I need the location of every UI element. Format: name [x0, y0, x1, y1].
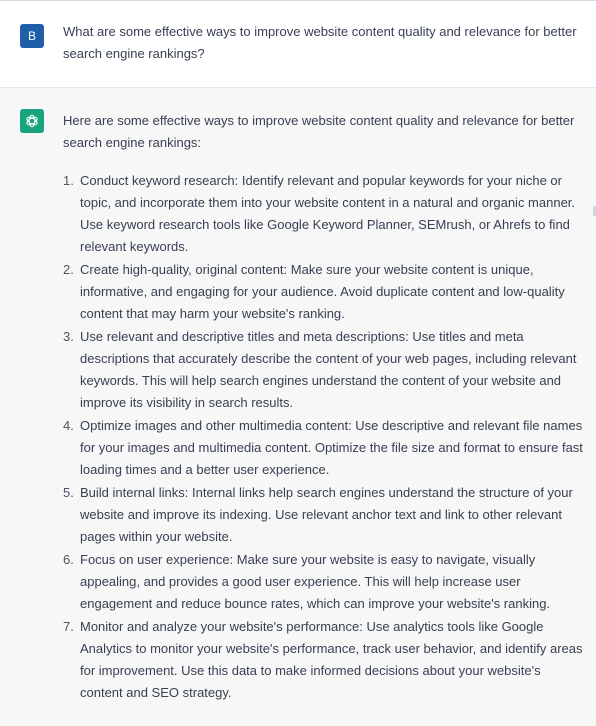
list-item-text: Monitor and analyze your website's performance: Use analytics tools like Google Analytics to monitor your website's performance, track user behavior, and identify areas for improvement. Use this data to make informed decisions about your website's content and SEO strategy.: [80, 619, 583, 700]
assistant-intro: Here are some effective ways to improve website content quality and relevance for better search engine rankings:: [63, 113, 575, 150]
openai-logo-icon: [20, 109, 44, 133]
list-item-number: 4.: [63, 418, 74, 433]
list-item-text: Conduct keyword research: Identify relevant and popular keywords for your niche or topic, and incorporate them into your website content in a natural and organic manner. Use keyword research tools like Google Keyword Planner, SEMrush, or Ahrefs to find relevant keywords.: [80, 173, 576, 254]
user-message: [0, 1, 596, 88]
list-item-text: Use relevant and descriptive titles and meta descriptions: Use titles and meta descriptions that accurately describe the content of your web pages, including relevant keywords. This will help search engines understand the content of your website and improve its visibility in search results.: [80, 329, 577, 410]
list-item-text: Optimize images and other multimedia content: Use descriptive and relevant file names for your images and multimedia content. Optimize the file size and format to ensure fast loading times and a better user experience.: [80, 418, 583, 477]
user-avatar: [20, 24, 44, 48]
list-item: [63, 326, 583, 414]
list-item-number: 3.: [63, 329, 74, 344]
list-item-number: 5.: [63, 485, 74, 500]
user-avatar-letter: B: [27, 29, 36, 43]
list-item: [63, 415, 583, 481]
list-item-text: Focus on user experience: Make sure your website is easy to navigate, visually appealing, and provides a good user experience. This will help increase user engagement and reduce bounce rates, which can improve your website's ranking.: [80, 552, 551, 611]
assistant-message: [0, 88, 596, 726]
list-item: [63, 482, 583, 548]
list-item: [63, 259, 583, 325]
list-item: [63, 616, 583, 704]
list-item: [63, 170, 583, 258]
list-item: [63, 549, 583, 615]
user-message-text: What are some effective ways to improve website content quality and relevance for better search engine rankings?: [63, 24, 577, 61]
list-item-text: Create high-quality, original content: Make sure your website content is unique, informative, and engaging for your audience. Avoid duplicate content and low-quality content that may harm your website's ranking.: [80, 262, 565, 321]
list-item-number: 1.: [63, 173, 74, 188]
list-item-number: 6.: [63, 552, 74, 567]
list-item-number: 7.: [63, 619, 74, 634]
answer-list: [63, 170, 583, 704]
list-item-text: Build internal links: Internal links help search engines understand the structure of your website and improve its indexing. Use relevant anchor text and link to other relevant pages within your website.: [80, 485, 573, 544]
list-item-number: 2.: [63, 262, 74, 277]
assistant-message-text: [63, 110, 583, 705]
